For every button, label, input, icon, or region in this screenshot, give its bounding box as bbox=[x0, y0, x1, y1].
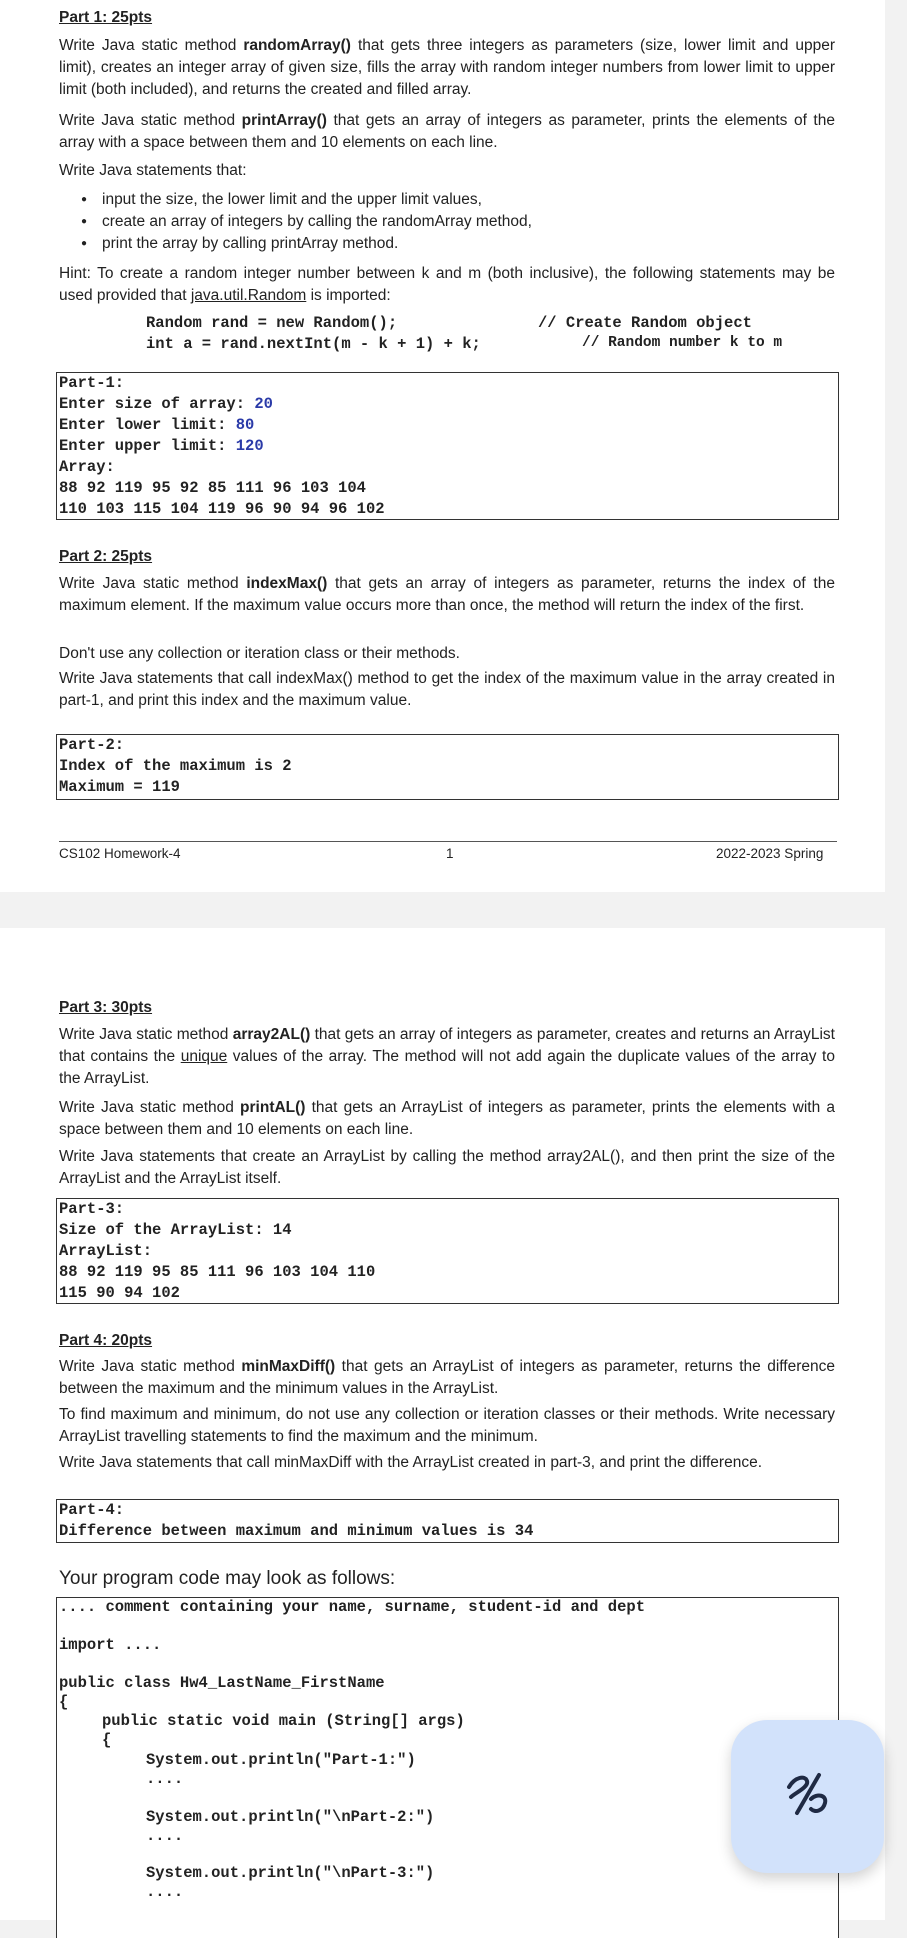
code-comment-1: // Create Random object bbox=[538, 314, 752, 332]
part1-heading: Part 1: 25pts bbox=[59, 9, 153, 26]
output-arraylist-label: ArrayList: bbox=[59, 1242, 153, 1260]
output-array-label: Array: bbox=[59, 458, 115, 476]
template-main-line: public static void main (String[] args) bbox=[102, 1712, 465, 1730]
part4-output-box bbox=[56, 1499, 839, 1543]
code-comment-2: // Random number k to m bbox=[582, 335, 783, 351]
template-ellipsis-2: .... bbox=[146, 1827, 184, 1845]
footer-left: CS102 Homework-4 bbox=[59, 846, 181, 861]
template-ellipsis-1: .... bbox=[146, 1770, 184, 1788]
page-1 bbox=[0, 0, 885, 892]
part2-output-box bbox=[56, 734, 839, 800]
footer-right: 2022-2023 Spring bbox=[716, 846, 824, 861]
footer-page-number: 1 bbox=[446, 846, 454, 861]
output-lower-line: Enter lower limit: 80 bbox=[59, 416, 255, 434]
output-upper-line: Enter upper limit: 120 bbox=[59, 437, 264, 455]
part3-output-box bbox=[56, 1198, 839, 1304]
part1-bullet-list bbox=[59, 189, 835, 255]
template-main-brace: { bbox=[102, 1731, 112, 1749]
list-item: ● input the size, the lower limit and the upper limit values, bbox=[59, 189, 835, 211]
output-arraylist-row-1: 88 92 119 95 85 111 96 103 104 110 bbox=[59, 1263, 376, 1281]
template-print-part3: System.out.println("\nPart-3:") bbox=[146, 1864, 435, 1882]
part3-heading: Part 3: 30pts bbox=[59, 999, 153, 1016]
template-class-line: public class Hw4_LastName_FirstName bbox=[59, 1674, 385, 1692]
output-array-row-1: 88 92 119 95 92 85 111 96 103 104 bbox=[59, 479, 366, 497]
template-comment-line: .... comment containing your name, surname, student-id and dept bbox=[59, 1598, 645, 1616]
output-index-line: Index of the maximum is 2 bbox=[59, 757, 292, 775]
part2-heading: Part 2: 25pts bbox=[59, 548, 153, 565]
output-maximum-line: Maximum = 119 bbox=[59, 778, 180, 796]
part3-paragraph-1: Write Java static method array2AL() that gets an array of integers as parameter, creates and returns an ArrayList that contains the unique values of the array. The method will not add again the duplicate values of the array to the ArrayList. bbox=[59, 1026, 835, 1087]
template-intro: Your program code may look as follows: bbox=[59, 1568, 396, 1589]
output-arraylist-row-2: 115 90 94 102 bbox=[59, 1284, 180, 1302]
java-util-random-link: java.util.Random bbox=[190, 287, 307, 304]
output-title: Part-2: bbox=[59, 736, 125, 754]
output-title: Part-1: bbox=[59, 374, 125, 392]
output-size-line: Size of the ArrayList: 14 bbox=[59, 1221, 292, 1239]
list-item: ● print the array by calling printArray method. bbox=[59, 233, 835, 255]
footer-divider bbox=[59, 841, 837, 842]
template-import-line: import .... bbox=[59, 1636, 162, 1654]
part1-paragraph-1: Write Java static method randomArray() that gets three integers as parameters (size, lower limit and upper limit), creates an integer array of given size, fills the array with random integer numbers from lower limit to upper limit (both included), and returns the created and filled array. bbox=[59, 37, 835, 98]
part2-paragraph-2: Don't use any collection or iteration class or their methods. bbox=[59, 645, 460, 662]
output-title: Part-4: bbox=[59, 1501, 125, 1519]
output-array-row-2: 110 103 115 104 119 96 90 94 96 102 bbox=[59, 500, 385, 518]
part1-output-box bbox=[56, 372, 839, 520]
hint-paragraph: Hint: To create a random integer number between k and m (both inclusive), the following statements may be used provided that java.util.Random is imported: bbox=[59, 265, 835, 304]
part2-paragraph-3: Write Java statements that call indexMax() method to get the index of the maximum value in the array created in part-1, and print this index and the maximum value. bbox=[59, 670, 835, 709]
part2-paragraph-1: Write Java static method indexMax() that gets an array of integers as parameter, returns the index of the maximum element. If the maximum value occurs more than once, the method will return the index of the first. bbox=[59, 575, 835, 614]
edit-icon bbox=[781, 1767, 835, 1826]
part4-paragraph-3: Write Java statements that call minMaxDiff with the ArrayList created in part-3, and print the difference. bbox=[59, 1454, 762, 1471]
part1-paragraph-3: Write Java statements that: bbox=[59, 162, 247, 179]
template-ellipsis-3: .... bbox=[146, 1883, 184, 1901]
code-line-2: int a = rand.nextInt(m - k + 1) + k; bbox=[146, 335, 481, 353]
part3-paragraph-3: Write Java statements that create an ArrayList by calling the method array2AL(), and then print the size of the ArrayList and the ArrayList itself. bbox=[59, 1148, 835, 1187]
part3-paragraph-2: Write Java static method printAL() that gets an ArrayList of integers as parameter, prints the elements with a space between them and 10 elements on each line. bbox=[59, 1099, 835, 1138]
output-difference-line: Difference between maximum and minimum values is 34 bbox=[59, 1522, 534, 1540]
output-title: Part-3: bbox=[59, 1200, 125, 1218]
part1-paragraph-2: Write Java static method printArray() that gets an array of integers as parameter, prints the elements of the array with a space between them and 10 elements on each line. bbox=[59, 112, 835, 151]
list-item: ● create an array of integers by calling the randomArray method, bbox=[59, 211, 835, 233]
template-print-part2: System.out.println("\nPart-2:") bbox=[146, 1808, 435, 1826]
template-class-brace: { bbox=[59, 1693, 69, 1711]
part4-heading: Part 4: 20pts bbox=[59, 1332, 153, 1349]
code-line-1: Random rand = new Random(); bbox=[146, 314, 398, 332]
code-template-box bbox=[56, 1597, 839, 1938]
template-print-part1: System.out.println("Part-1:") bbox=[146, 1751, 416, 1769]
edit-fab-button[interactable] bbox=[731, 1720, 884, 1873]
part4-paragraph-2: To find maximum and minimum, do not use any collection or iteration classes or their methods. Write necessary ArrayList travelling statements to find the maximum and the minimum. bbox=[59, 1406, 835, 1445]
part4-paragraph-1: Write Java static method minMaxDiff() that gets an ArrayList of integers as parameter, returns the difference between the maximum and the minimum values in the ArrayList. bbox=[59, 1358, 835, 1397]
output-size-line: Enter size of array: 20 bbox=[59, 395, 273, 413]
